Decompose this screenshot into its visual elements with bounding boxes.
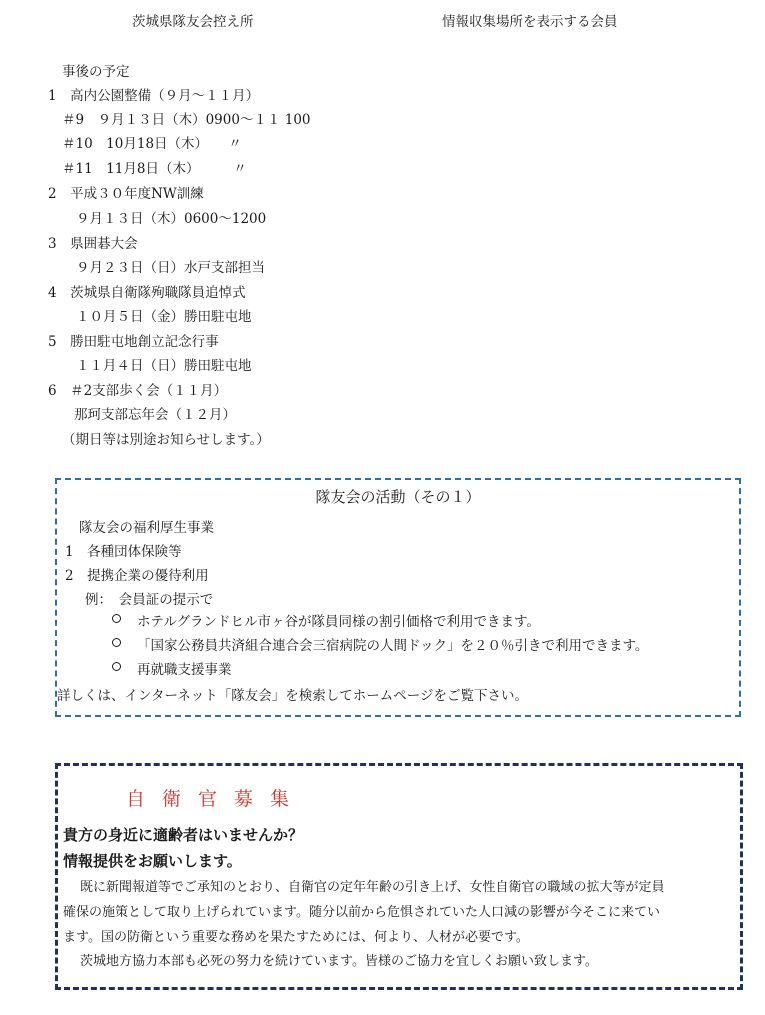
schedule-line: 3 県囲碁大会	[48, 236, 138, 252]
schedule-heading: 事後の予定	[62, 64, 130, 80]
activity-item: 1 各種団体保険等	[65, 544, 182, 560]
schedule-line: 1 高内公園整備（９月～１１月）	[48, 88, 260, 104]
schedule-line: ＃10 10月18日（木） 〃	[62, 136, 242, 152]
circle-bullet-icon	[112, 638, 121, 647]
circle-bullet-icon	[112, 614, 121, 623]
activity-example: 例： 会員証の提示で	[85, 592, 214, 608]
schedule-line: 6 ＃2支部歩く会（１１月）	[48, 383, 228, 399]
activity-footer: 詳しくは、インターネット「隊友会」を検索してホームページをご覧下さい。	[57, 688, 529, 704]
schedule-line: １１月４日（日）勝田駐屯地	[76, 358, 252, 374]
header-right: 情報収集場所を表示する会員	[442, 14, 618, 30]
schedule-line: ＃11 11月8日（木） 〃	[62, 161, 247, 177]
header-left: 茨城県隊友会控え所	[132, 14, 254, 30]
recruit-lead: 情報提供をお願いします。	[63, 852, 242, 870]
recruit-paragraph-line: ます。国の防衛という重要な務めを果たすためには、何より、人材が必要です。	[63, 930, 529, 945]
activity-subtitle: 隊友会の福利厚生事業	[79, 520, 214, 536]
recruit-box	[55, 763, 743, 990]
schedule-line: ＃9 ９月１３日（木）0900～１１ 100	[62, 112, 311, 128]
schedule-note: （期日等は別途お知らせします。）	[62, 432, 270, 448]
schedule-line: 5 勝田駐屯地創立記念行事	[48, 334, 219, 350]
activity-title: 隊友会の活動（その１）	[315, 488, 481, 506]
activity-bullet: 再就職支援事業	[137, 662, 232, 678]
recruit-paragraph-line: 既に新聞報道等でご承知のとおり、自衛官の定年年齢の引き上げ、女性自衛官の職域の拡大等が定員	[80, 880, 665, 895]
recruit-lead: 貴方の身近に適齢者はいませんか？	[63, 826, 304, 844]
activity-bullet: ホテルグランドヒル市ヶ谷が隊員同様の割引価格で利用できます。	[137, 614, 540, 630]
schedule-line: 那珂支部忘年会（１２月）	[74, 407, 236, 423]
recruit-paragraph-line: 茨城地方協力本部も必死の努力を続けています。皆様のご協力を宜しくお願い致します。	[80, 954, 598, 969]
activity-item: 2 提携企業の優待利用	[65, 568, 209, 584]
recruit-paragraph-line: 確保の施策として取り上げられています。随分以前から危惧されていた人口減の影響が今そこに来てい	[63, 905, 660, 920]
activity-box	[55, 478, 741, 717]
schedule-line: 2 平成３０年度NW訓練	[48, 186, 204, 202]
schedule-line: １０月５日（金）勝田駐屯地	[76, 309, 252, 325]
activity-bullet: 「国家公務員共済組合連合会三宿病院の人間ドック」を２０％引きで利用できます。	[137, 638, 649, 654]
recruit-title: 自衛官募集	[126, 788, 307, 810]
schedule-line: ９月２３日（日）水戸支部担当	[76, 260, 265, 276]
schedule-line: 4 茨城県自衛隊殉職隊員追悼式	[48, 285, 246, 301]
schedule-line: ９月１３日（木）0600～1200	[76, 211, 267, 227]
circle-bullet-icon	[112, 662, 121, 671]
